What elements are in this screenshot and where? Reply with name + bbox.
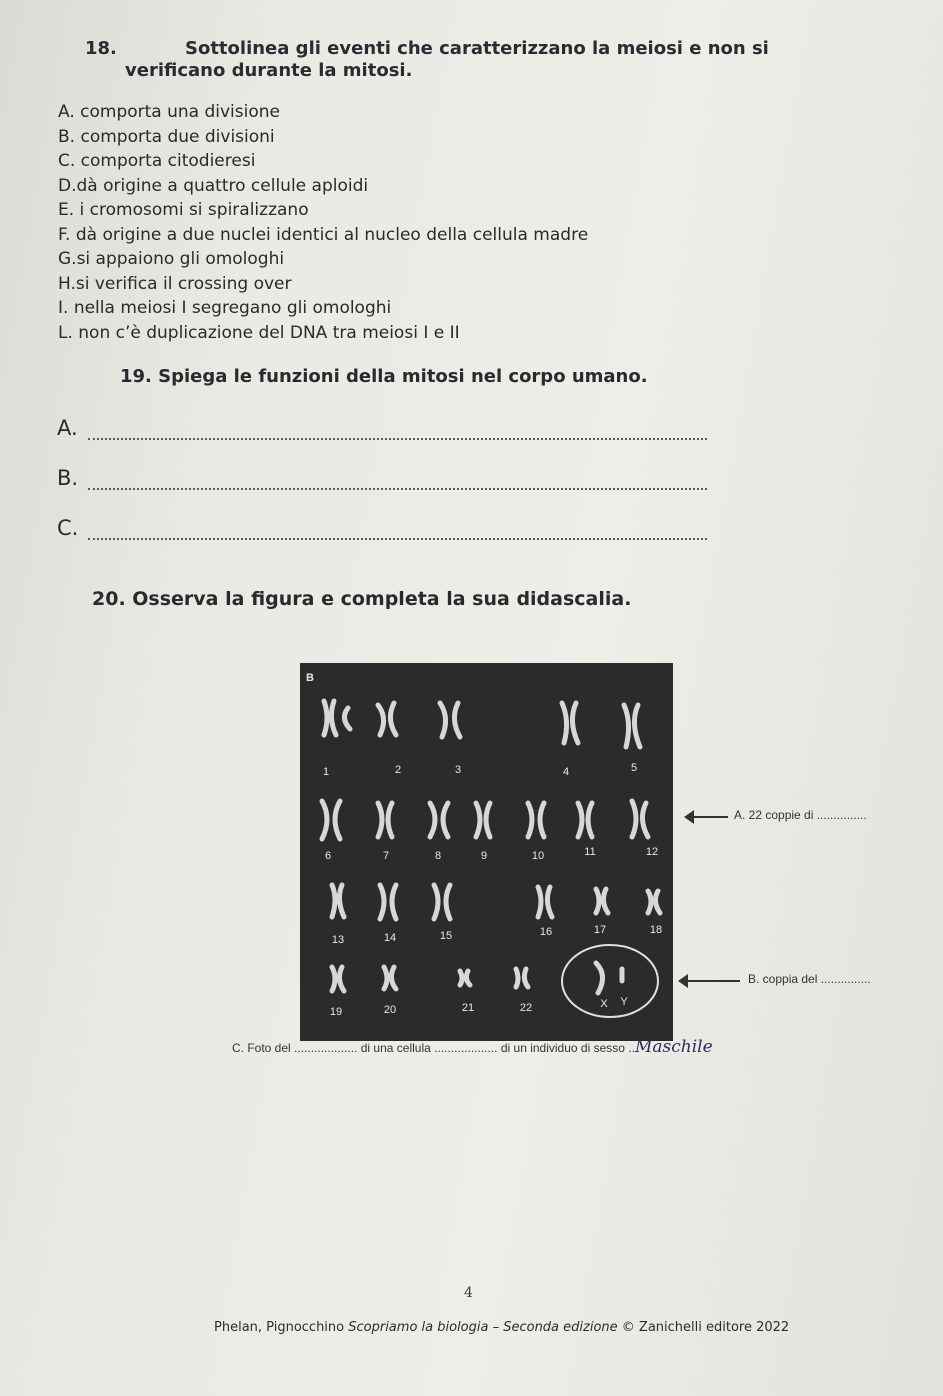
figure-caption	[232, 1037, 713, 1057]
x-chromosome	[596, 963, 603, 993]
chromosome-pair	[516, 969, 528, 987]
caption-blank-2[interactable]: ...................	[434, 1041, 498, 1055]
caption-mid: di una cellula	[360, 1041, 431, 1055]
option-item[interactable]: B. comporta due divisioni	[58, 126, 275, 147]
handwritten-answer[interactable]: Maschile	[634, 1037, 713, 1057]
chromosome-pair	[324, 701, 350, 735]
chromosome-pair	[430, 803, 448, 837]
chromosome-pair	[378, 703, 396, 735]
chromosome-label: 3	[454, 764, 462, 776]
chromosome-label: 10	[531, 850, 545, 862]
chromosome-pair	[440, 703, 460, 737]
chromosome-label: 6	[324, 850, 332, 862]
dotted-line	[88, 524, 707, 540]
caption-end: di un individuo di sesso ..	[500, 1041, 635, 1055]
karyotype-drawing	[300, 663, 673, 1041]
chromosome-label: 14	[383, 932, 397, 944]
chromosome-label: 17	[593, 924, 607, 936]
chromosome-pair	[624, 705, 640, 747]
answer-label: B.	[57, 466, 79, 490]
question-19-title: 19. Spiega le funzioni della mitosi nel corpo umano.	[120, 366, 648, 387]
option-item[interactable]: D.dà origine a quattro cellule aploidi	[58, 175, 369, 196]
footer-authors: Phelan, Pignocchino	[214, 1320, 345, 1335]
chromosome-pair	[332, 967, 344, 991]
arrow-a-icon	[686, 816, 728, 818]
chromosome-label: 16	[539, 926, 553, 938]
answer-label: A.	[57, 416, 78, 440]
chromosome-label: Y	[620, 996, 628, 1008]
chromosome-pair	[460, 971, 470, 985]
chromosome-label: 11	[584, 846, 596, 858]
chromosome-pair	[434, 885, 450, 919]
answer-line-b[interactable]	[57, 466, 707, 490]
question-18	[58, 38, 865, 345]
option-item[interactable]: H.si verifica il crossing over	[58, 273, 292, 294]
chromosome-pair	[322, 801, 340, 839]
chromosome-label: 12	[645, 846, 659, 858]
chromosome-label: 20	[383, 1004, 397, 1016]
chromosome-label: 9	[480, 850, 488, 862]
question-20-title: 20. Osserva la figura e completa la sua didascalia.	[92, 588, 632, 610]
caption-start: C. Foto del	[232, 1041, 291, 1055]
footer	[214, 1320, 789, 1335]
option-item[interactable]: I. nella meiosi I segregano gli omologhi	[58, 298, 392, 318]
dotted-line	[88, 474, 707, 490]
chromosome-pair	[648, 891, 660, 913]
chromosome-label: 5	[630, 762, 638, 774]
chromosome-label: 22	[519, 1002, 533, 1014]
page-number: 4	[464, 1285, 473, 1301]
option-item[interactable]: A. comporta una divisione	[58, 102, 280, 122]
chromosome-pair	[378, 803, 392, 837]
footer-publisher: © Zanichelli editore 2022	[621, 1320, 790, 1335]
chromosome-pair	[632, 801, 648, 837]
label-a[interactable]: A. 22 coppie di ...............	[734, 808, 867, 822]
chromosome-label: 18	[649, 924, 663, 936]
option-item[interactable]: L. non c’è duplicazione del DNA tra meiosi I e II	[58, 322, 460, 343]
chromosome-pair	[578, 803, 592, 837]
chromosome-pair	[528, 803, 544, 837]
label-b[interactable]: B. coppia del ...............	[748, 972, 871, 986]
chromosome-label: 8	[434, 850, 442, 862]
sex-chromosome-circle	[562, 945, 658, 1017]
question-title-line2: verificano durante la mitosi.	[125, 60, 413, 81]
answer-label: C.	[57, 516, 79, 540]
option-item[interactable]: E. i cromosomi si spiralizzano	[58, 200, 309, 220]
chromosome-pair	[476, 803, 490, 837]
chromosome-label: 13	[331, 934, 345, 946]
option-list	[58, 100, 865, 345]
option-item[interactable]: F. dà origine a due nuclei identici al nucleo della cellula madre	[58, 224, 589, 245]
chromosome-label: 1	[322, 766, 330, 778]
chromosome-label: X	[600, 998, 608, 1010]
question-title-line1: Sottolinea gli eventi che caratterizzano la meiosi e non si	[185, 38, 769, 59]
footer-book: Scopriamo la biologia – Seconda edizione	[348, 1320, 618, 1335]
chromosome-label: 2	[394, 764, 402, 776]
option-item[interactable]: G.si appaiono gli omologhi	[58, 249, 285, 269]
chromosome-pair	[380, 885, 396, 919]
chromosome-label: 15	[439, 930, 453, 942]
karyotype-photo	[300, 663, 673, 1041]
chromosome-pair	[596, 889, 608, 913]
chromosome-pair	[538, 887, 552, 917]
chromosome-pair	[384, 967, 396, 989]
chromosome-label: 19	[329, 1006, 343, 1018]
chromosome-label: 4	[562, 766, 570, 778]
dotted-line	[88, 424, 707, 440]
answer-line-c[interactable]	[57, 516, 707, 540]
arrow-b-icon	[680, 980, 740, 982]
chromosome-label: 7	[382, 850, 390, 862]
chromosome-pair	[332, 885, 344, 917]
chromosome-label: 21	[461, 1002, 475, 1014]
question-number: 18.	[85, 38, 117, 59]
answer-line-a[interactable]	[57, 416, 707, 440]
question-18-title	[85, 38, 865, 82]
caption-blank-1[interactable]: ...................	[294, 1041, 358, 1055]
option-item[interactable]: C. comporta citodieresi	[58, 151, 256, 171]
chromosome-pair	[562, 703, 578, 743]
figure-letter: B	[306, 672, 314, 684]
